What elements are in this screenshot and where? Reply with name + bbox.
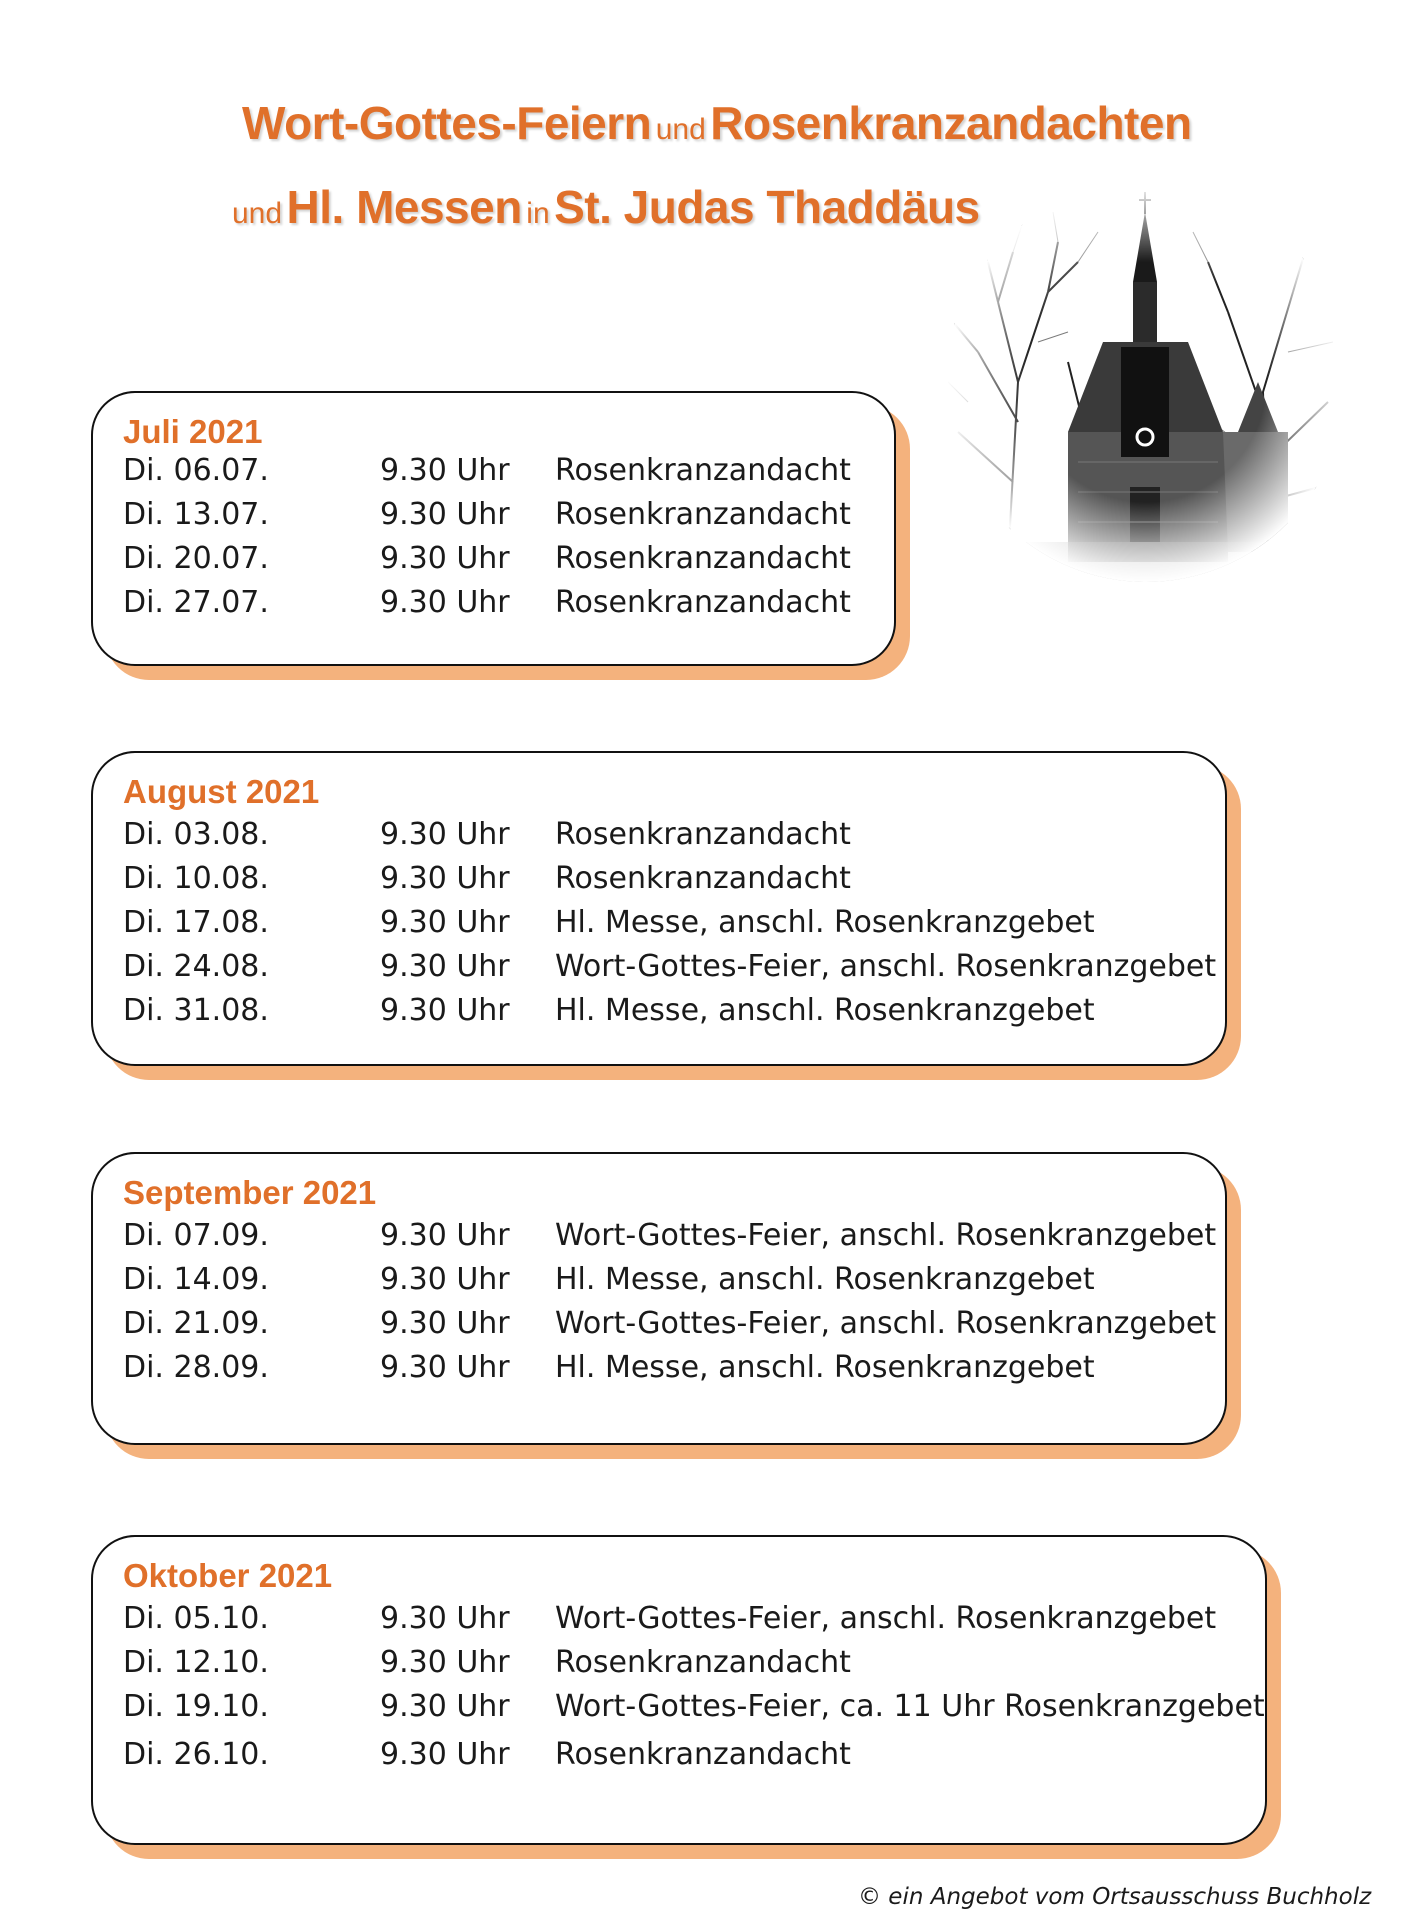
schedule-time: 9.30 Uhr bbox=[380, 453, 510, 488]
schedule-date: Di. 03.08. bbox=[123, 817, 269, 852]
title-line1-part: und bbox=[655, 113, 706, 146]
schedule-time: 9.30 Uhr bbox=[380, 585, 510, 620]
schedule-event: Wort-Gottes-Feier, ca. 11 Uhr Rosenkranzgebet bbox=[555, 1689, 1265, 1724]
schedule-event: Rosenkranzandacht bbox=[555, 1645, 851, 1680]
schedule-date: Di. 14.09. bbox=[123, 1262, 269, 1297]
schedule-event: Rosenkranzandacht bbox=[555, 453, 851, 488]
schedule-event: Wort-Gottes-Feier, anschl. Rosenkranzgebet bbox=[555, 949, 1217, 984]
schedule-event: Rosenkranzandacht bbox=[555, 861, 851, 896]
schedule-date: Di. 06.07. bbox=[123, 453, 269, 488]
schedule-event: Hl. Messe, anschl. Rosenkranzgebet bbox=[555, 993, 1095, 1028]
schedule-date: Di. 13.07. bbox=[123, 497, 269, 532]
schedule-time: 9.30 Uhr bbox=[380, 541, 510, 576]
schedule-date: Di. 21.09. bbox=[123, 1306, 269, 1341]
schedule-date: Di. 26.10. bbox=[123, 1737, 269, 1772]
month-card-juli bbox=[91, 391, 896, 666]
title-line2-part: St. Judas Thaddäus bbox=[554, 181, 980, 233]
title-line2-part: in bbox=[526, 197, 550, 230]
schedule-event: Hl. Messe, anschl. Rosenkranzgebet bbox=[555, 1350, 1095, 1385]
schedule-date: Di. 07.09. bbox=[123, 1218, 269, 1253]
month-heading: Oktober 2021 bbox=[123, 1557, 333, 1594]
schedule-event: Wort-Gottes-Feier, anschl. Rosenkranzgebet bbox=[555, 1306, 1217, 1341]
schedule-date: Di. 17.08. bbox=[123, 905, 269, 940]
title-line1-part: Rosenkranzandachten bbox=[710, 97, 1192, 149]
schedule-time: 9.30 Uhr bbox=[380, 905, 510, 940]
church-drawing-icon bbox=[938, 182, 1354, 582]
footer-credit: © ein Angebot vom Ortsausschuss Buchholz bbox=[858, 1884, 1372, 1910]
schedule-time: 9.30 Uhr bbox=[380, 1601, 510, 1636]
schedule-time: 9.30 Uhr bbox=[380, 861, 510, 896]
schedule-time: 9.30 Uhr bbox=[380, 1737, 510, 1772]
schedule-time: 9.30 Uhr bbox=[380, 949, 510, 984]
schedule-time: 9.30 Uhr bbox=[380, 1306, 510, 1341]
month-card-oktober bbox=[91, 1535, 1267, 1845]
schedule-event: Rosenkranzandacht bbox=[555, 1737, 851, 1772]
schedule-event: Hl. Messe, anschl. Rosenkranzgebet bbox=[555, 1262, 1095, 1297]
title-line2-part: und bbox=[232, 197, 283, 230]
schedule-date: Di. 19.10. bbox=[123, 1689, 269, 1724]
schedule-time: 9.30 Uhr bbox=[380, 497, 510, 532]
schedule-event: Rosenkranzandacht bbox=[555, 585, 851, 620]
month-heading: September 2021 bbox=[123, 1174, 377, 1211]
schedule-time: 9.30 Uhr bbox=[380, 1218, 510, 1253]
title-line-1 bbox=[242, 96, 1192, 150]
schedule-date: Di. 20.07. bbox=[123, 541, 269, 576]
schedule-time: 9.30 Uhr bbox=[380, 993, 510, 1028]
title-line2-part: Hl. Messen bbox=[286, 181, 522, 233]
schedule-time: 9.30 Uhr bbox=[380, 1645, 510, 1680]
schedule-time: 9.30 Uhr bbox=[380, 1262, 510, 1297]
month-card-september bbox=[91, 1152, 1227, 1445]
schedule-event: Wort-Gottes-Feier, anschl. Rosenkranzgebet bbox=[555, 1218, 1217, 1253]
schedule-event: Hl. Messe, anschl. Rosenkranzgebet bbox=[555, 905, 1095, 940]
month-heading: Juli 2021 bbox=[123, 413, 263, 450]
schedule-date: Di. 28.09. bbox=[123, 1350, 269, 1385]
schedule-event: Rosenkranzandacht bbox=[555, 497, 851, 532]
schedule-date: Di. 12.10. bbox=[123, 1645, 269, 1680]
schedule-date: Di. 31.08. bbox=[123, 993, 269, 1028]
schedule-time: 9.30 Uhr bbox=[380, 1350, 510, 1385]
schedule-event: Wort-Gottes-Feier, anschl. Rosenkranzgebet bbox=[555, 1601, 1217, 1636]
month-heading: August 2021 bbox=[123, 773, 320, 810]
schedule-time: 9.30 Uhr bbox=[380, 817, 510, 852]
schedule-event: Rosenkranzandacht bbox=[555, 541, 851, 576]
schedule-date: Di. 10.08. bbox=[123, 861, 269, 896]
schedule-date: Di. 05.10. bbox=[123, 1601, 269, 1636]
schedule-date: Di. 27.07. bbox=[123, 585, 269, 620]
schedule-time: 9.30 Uhr bbox=[380, 1689, 510, 1724]
title-line-2 bbox=[232, 180, 980, 234]
schedule-event: Rosenkranzandacht bbox=[555, 817, 851, 852]
title-line1-part: Wort-Gottes-Feiern bbox=[242, 97, 652, 149]
schedule-date: Di. 24.08. bbox=[123, 949, 269, 984]
month-card-august bbox=[91, 751, 1227, 1066]
